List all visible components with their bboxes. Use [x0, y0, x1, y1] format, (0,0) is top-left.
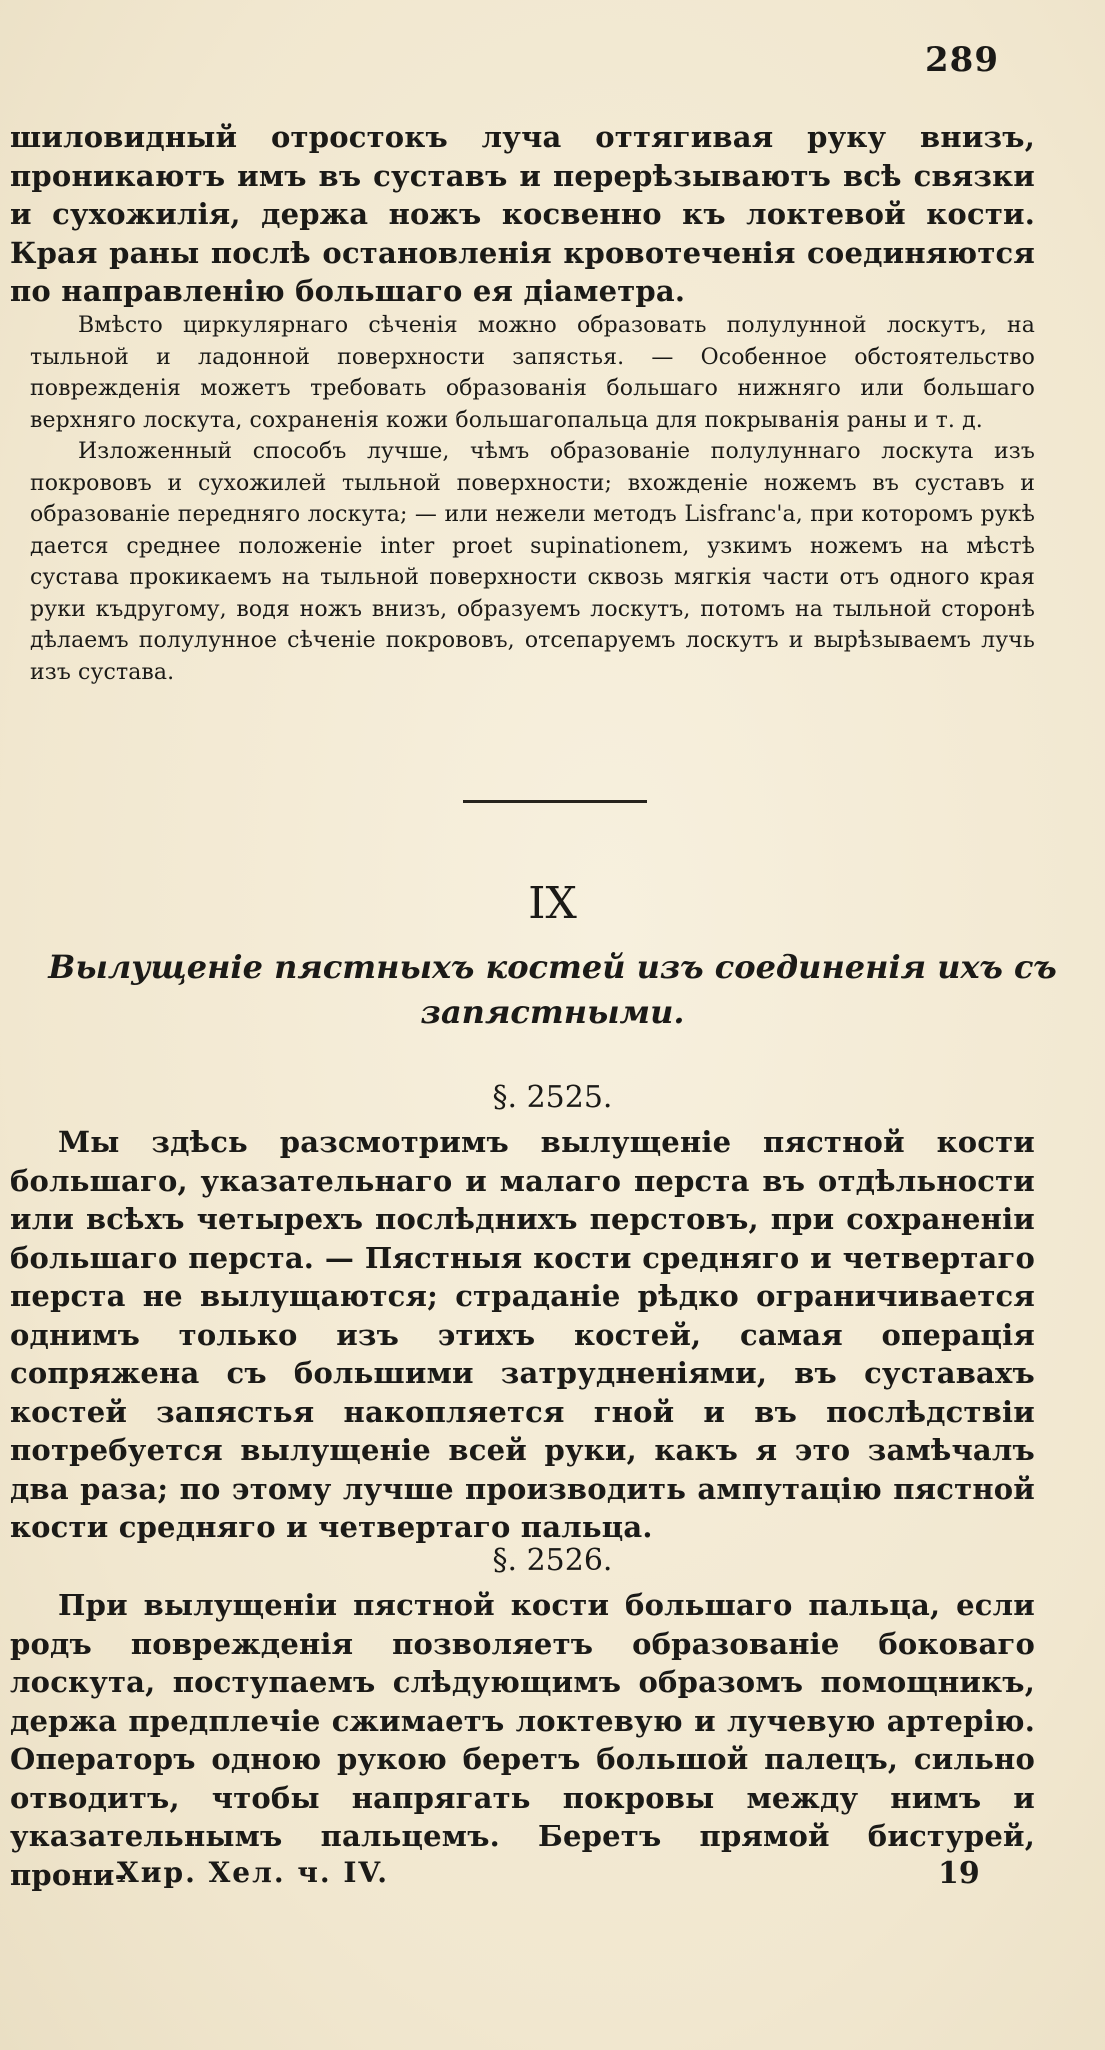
note-paragraph-1: Вмѣсто циркулярнаго сѣченія можно образовать полулунной лоскутъ, на тыльной и ладонной поверхности запястья. — Особенное обстоятельство поврежденія можетъ требовать образованія большаго нижняго или большаго верхняго лоскута, сохраненія кожи большагопальца для покрыванія раны и т. д.	[30, 313, 1035, 433]
chapter-number: IX	[528, 878, 577, 929]
section-divider	[463, 800, 647, 803]
paragraph-2526-text: При вылущеніи пястной кости большаго пальца, если родъ поврежденія позволяетъ образованіе боковаго лоскута, поступаемъ слѣдующимъ образомъ помощникъ, держа предплечіе сжимаетъ локтевую и лучевую артерію. Операторъ одною рукою беретъ большой палецъ, сильно отводитъ, чтобы напрягать покровы между нимъ и указательнымъ пальцемъ. Беретъ прямой бистурей, прони-	[10, 1588, 1035, 1892]
note-block	[30, 310, 1035, 688]
paragraph-2525-text: Мы здѣсь разсмотримъ вылущеніе пястной кости большаго, указательнаго и малаго перста въ отдѣльности или всѣхъ четырехъ послѣднихъ перстовъ, при сохраненіи большаго перста. — Пястныя кости средняго и четвертаго перста не вылущаются; страданіе рѣдко ограничивается однимъ только изъ этихъ костей, самая операція сопряжена съ большими затрудненіями, въ суставахъ костей запястья накопляется гной и въ послѣдствіи потребуется вылущеніе всей руки, какъ я это замѣчалъ два раза; по этому лучше производить ампутацію пястной кости средняго и четвертаго пальца.	[10, 1125, 1035, 1544]
chapter-title: Вылущеніе пястныхъ костей изъ соединенія ихъ съ запястными.	[48, 948, 1057, 1031]
paragraph-2526	[10, 1586, 1035, 1894]
signature-mark: Хир. Хел. ч. IV.	[117, 1856, 390, 1889]
paragraph-2525	[10, 1123, 1035, 1547]
page-number: 289	[925, 40, 999, 80]
top-paragraph-text: шиловидный отростокъ луча оттягивая руку внизъ, проникаютъ имъ въ суставъ и перерѣзываютъ всѣ связки и сухожилія, держа ножъ косвенно къ локтевой кости. Края раны послѣ остановленія кровотеченія соединяются по направленію большаго ея діаметра.	[10, 120, 1035, 308]
sheet-number: 19	[938, 1856, 980, 1891]
note-paragraph-2: Изложенный способъ лучше, чѣмъ образованіе полулуннаго лоскута изъ покрововъ и сухожилей тыльной поверхности; вхожденіе ножемъ въ суставъ и образованіе передняго лоскута; — или нежели методъ Lisfranc'а, при которомъ рукѣ дается среднее положеніе inter proet supinationem, узкимъ ножемъ на мѣстѣ сустава прокикаемъ на тыльной поверхности сквозь мягкія части отъ одного края руки къдругому, водя ножъ внизъ, образуемъ лоскутъ, потомъ на тыльной сторонѣ дѣлаемъ полулунное сѣченіе покрововъ, отсепаруемъ лоскутъ и вырѣзываемъ лучь изъ сустава.	[30, 439, 1035, 685]
section-number-2525: §. 2525.	[492, 1080, 613, 1115]
top-paragraph	[10, 118, 1035, 311]
section-number-2526: §. 2526.	[492, 1543, 613, 1578]
